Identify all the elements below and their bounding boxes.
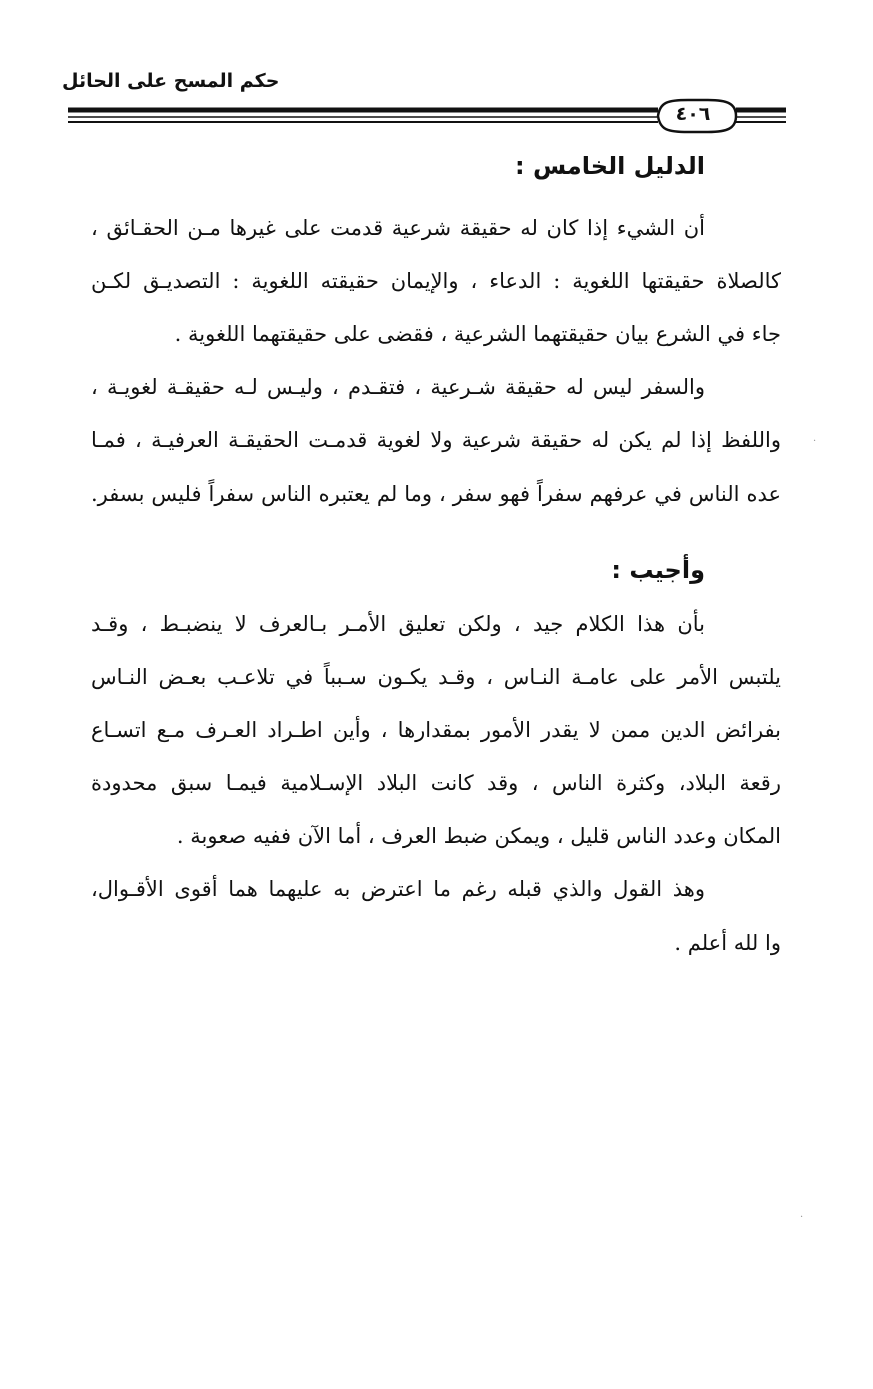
text-line: واللفظ إذا لم يكن له حقيقة شرعية ولا لغوية قدمـت الحقيقـة العرفيـة ، فمـا xyxy=(91,428,781,452)
section-heading-fifth-evidence: الدليل الخامس : xyxy=(515,152,705,180)
text-line: أن الشيء إذا كان له حقيقة شرعية قدمت على غيرها مـن الحقـائق ، xyxy=(91,216,705,240)
text-line: عده الناس في عرفهم سفراً فهو سفر ، وما لم يعتبره الناس سفراً فليس بسفر. xyxy=(91,482,781,506)
text-line: يلتبس الأمر على عامـة النـاس ، وقـد يكـون سـبباً في تلاعـب بعـض النـاس xyxy=(91,665,781,689)
scan-speck: · xyxy=(800,1212,804,1223)
section-heading-answer: وأجيب : xyxy=(611,556,705,584)
text-line: بفرائض الدين ممن لا يقدر الأمور بمقدارها ، وأين اطـراد العـرف مـع اتسـاع xyxy=(91,718,781,742)
text-line: وهذ القول والذي قبله رغم ما اعترض به عليهما هما أقوى الأقـوال، xyxy=(91,877,705,901)
text-line: والسفر ليس له حقيقة شـرعية ، فتقـدم ، وليـس لـه حقيقـة لغويـة ، xyxy=(91,375,705,399)
text-line: المكان وعدد الناس قليل ، ويمكن ضبط العرف ، أما الآن ففيه صعوبة . xyxy=(176,824,781,848)
text-line: رقعة البلاد، وكثرة الناس ، وقد كانت البلاد الإسـلامية فيمـا سبق محدودة xyxy=(91,771,781,795)
text-line: جاء في الشرع بيان حقيقتهما الشرعية ، فقضى على حقيقتهما اللغوية . xyxy=(174,322,781,346)
text-line: بأن هذا الكلام جيد ، ولكن تعليق الأمـر بـالعرف لا ينضبـط ، وقـد xyxy=(91,612,705,636)
text-line: وا لله أعلم . xyxy=(674,931,781,955)
text-line: كالصلاة حقيقتها اللغوية : الدعاء ، والإيمان حقيقته اللغوية : التصديـق لكـن xyxy=(91,269,781,293)
page-number: ٤٠٦ xyxy=(675,103,711,125)
scan-speck: · xyxy=(813,436,817,447)
running-title: حكم المسح على الحائل xyxy=(62,70,280,92)
